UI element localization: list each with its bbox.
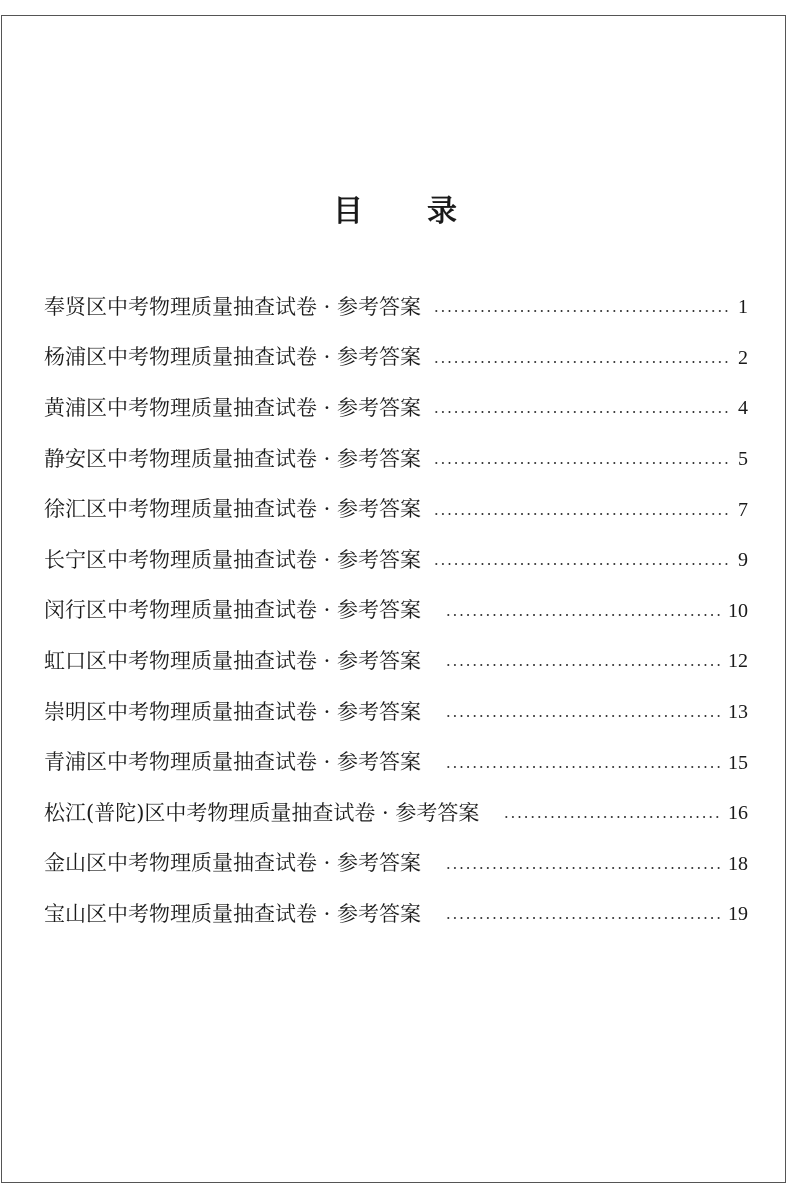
toc-page-number: 7 [738,498,748,521]
toc-page-number: 12 [728,650,748,673]
page-title-char-2: 录 [427,194,457,230]
toc-entry-title: 宝山区中考物理质量抽查试卷 · 参考答案 [44,901,422,926]
toc-page-number: 2 [738,346,748,369]
toc-entry-title: 崇明区中考物理质量抽查试卷 · 参考答案 [44,699,422,724]
toc-entry[interactable] [44,687,748,738]
dot-leader [445,917,722,919]
toc-entry-title: 奉贤区中考物理质量抽查试卷 · 参考答案 [44,294,422,319]
toc-page-number: 16 [728,802,748,825]
toc-page-number: 13 [728,701,748,724]
toc-entry-title: 徐汇区中考物理质量抽查试卷 · 参考答案 [44,497,422,522]
toc-entry-title: 闵行区中考物理质量抽查试卷 · 参考答案 [44,598,422,623]
toc-entry[interactable] [44,636,748,687]
toc-page-number: 5 [738,448,748,471]
dot-leader [433,361,730,363]
dot-leader [433,563,730,565]
toc-page-number: 18 [728,852,748,875]
toc-entry-title: 青浦区中考物理质量抽查试卷 · 参考答案 [44,750,422,775]
dot-leader [445,715,722,717]
page-title-char-1: 目 [333,194,363,230]
toc-page-number: 19 [728,903,748,926]
toc-page-number: 1 [738,296,748,319]
toc-page-number: 15 [728,751,748,774]
toc-entry-title: 黄浦区中考物理质量抽查试卷 · 参考答案 [44,395,422,420]
toc-entry[interactable] [44,333,748,384]
toc-entry[interactable] [44,383,748,434]
toc-entry[interactable] [44,535,748,586]
toc-entry[interactable] [44,586,748,637]
dot-leader [433,513,730,515]
toc-entry[interactable] [44,788,748,839]
toc-page-number: 9 [738,549,748,572]
toc-entry-title: 长宁区中考物理质量抽查试卷 · 参考答案 [44,547,422,572]
toc-entry-title: 杨浦区中考物理质量抽查试卷 · 参考答案 [44,345,422,370]
toc-entry-title: 金山区中考物理质量抽查试卷 · 参考答案 [44,851,422,876]
dot-leader [433,462,730,464]
page-title [0,186,790,230]
toc-entry-title: 静安区中考物理质量抽查试卷 · 参考答案 [44,446,422,471]
dot-leader [445,867,722,869]
dot-leader [433,310,730,312]
toc-entry-title: 虹口区中考物理质量抽查试卷 · 参考答案 [44,648,422,673]
toc-page-number: 10 [728,599,748,622]
toc-entry[interactable] [44,889,748,940]
toc-entry-title: 松江(普陀)区中考物理质量抽查试卷 · 参考答案 [44,800,480,825]
dot-leader [445,664,722,666]
toc-entry[interactable] [44,737,748,788]
toc-entry[interactable] [44,839,748,890]
table-of-contents [44,282,748,940]
dot-leader [445,614,722,616]
toc-entry[interactable] [44,282,748,333]
toc-page-number: 4 [738,397,748,420]
dot-leader [433,411,730,413]
toc-entry[interactable] [44,484,748,535]
dot-leader [445,766,722,768]
toc-entry[interactable] [44,434,748,485]
dot-leader [503,816,722,818]
